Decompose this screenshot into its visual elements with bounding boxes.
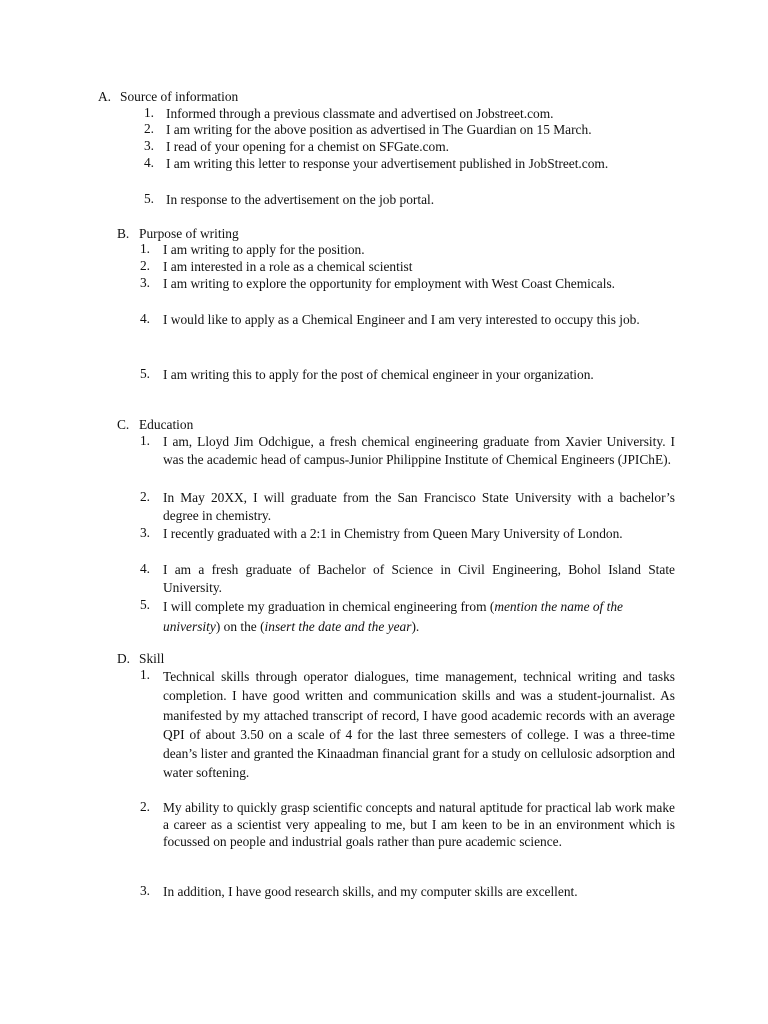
item-number: 1. [139,433,150,448]
section-title: Purpose of writing [139,226,239,241]
section-title: Education [139,417,194,432]
item-text-part: I will complete my graduation in chemical engineering from ( [163,599,495,614]
item-text: I read of your opening for a chemist on SFGate.com. [166,139,449,154]
item-number: 1. [139,667,150,682]
item-text: In addition, I have good research skills, and my computer skills are excellent. [163,884,578,899]
item-text: I would like to apply as a Chemical Engineer and I am very interested to occupy this job. [163,312,640,327]
item-text: I am writing this to apply for the post of chemical engineer in your organization. [163,367,594,382]
section-title: Source of information [120,89,239,104]
item-number: 4. [143,155,154,170]
section-letter: C. [117,417,130,432]
item-number: 5. [139,597,150,612]
item-number: 2. [139,258,150,273]
section-letter: A. [98,89,112,104]
section-heading [0,88,768,106]
item-number: 4. [139,561,150,576]
item-number: 3. [143,138,154,153]
item-text [163,597,675,637]
item-text: I am, Lloyd Jim Odchigue, a fresh chemical engineering graduate from Xavier University. I was the academic head of campus-Junior Philippine Institute of Chemical Engineers (JPIChE). [163,434,675,467]
item-text: In response to the advertisement on the job portal. [166,192,435,207]
item-text-part: ) on the ( [215,619,265,634]
item-text: I recently graduated with a 2:1 in Chemistry from Queen Mary University of London. [163,526,623,541]
item-text-part: ). [411,619,420,634]
section-skill [0,650,768,668]
item-text: I am writing this letter to response your advertisement published in JobStreet.com. [166,156,609,171]
item-text: I am interested in a role as a chemical scientist [163,259,413,274]
item-number: 3. [139,525,150,540]
item-text: I am writing to explore the opportunity for employment with West Coast Chemicals. [163,276,616,291]
item-number: 1. [143,105,154,120]
item-number: 1. [139,241,150,256]
section-letter: B. [117,226,130,241]
section-source-of-information [0,88,768,106]
section-education [0,416,768,434]
item-number: 4. [139,311,150,326]
placeholder-date-year: insert the date and the year [264,619,412,634]
item-text: In May 20XX, I will graduate from the San Francisco State University with a bachelor’s degree in chemistry. [163,490,675,523]
item-text: I am writing for the above position as advertised in The Guardian on 15 March. [166,122,592,137]
item-number: 2. [139,489,150,504]
item-text: Technical skills through operator dialogues, time management, technical writing and tasks completion. I have good written and communication skills and was a student-journalist. As manifested by my attached transcript of record, I have good academic records with an average QPI of about 3.50 on a scale of 4 for the last three semesters of college. I was a three-time dean’s lister and granted the Kinaadman financial grant for a study on cellulosic adsorption and water softening. [163,669,675,781]
item-text: Informed through a previous classmate and advertised on Jobstreet.com. [166,106,554,121]
item-text: My ability to quickly grasp scientific concepts and natural aptitude for practical lab work make a career as a scientist very appealing to me, but I am keen to be in an environment which is focussed on people and industrial goals rather than pure academic science. [163,800,675,849]
item-number: 5. [139,366,150,381]
item-text: I am a fresh graduate of Bachelor of Science in Civil Engineering, Bohol Island State University. [163,562,675,595]
item-number: 5. [143,191,154,206]
item-number: 2. [139,799,150,814]
placeholder-university: mention the name of the university [163,599,623,634]
item-number: 2. [143,121,154,136]
section-letter: D. [117,651,131,666]
item-number: 3. [139,883,150,898]
item-text: I am writing to apply for the position. [163,242,365,257]
item-number: 3. [139,275,150,290]
section-title: Skill [139,651,165,666]
section-heading [0,416,768,434]
section-heading [0,650,768,668]
